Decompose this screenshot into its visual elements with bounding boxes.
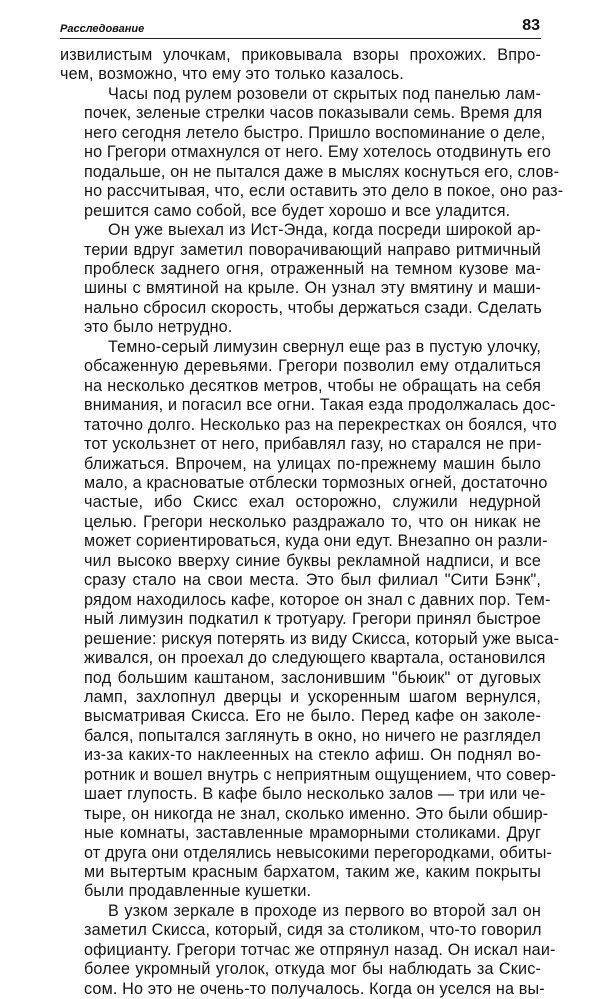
text-line: заметил Скисса, который, сидя за столиком, что-то говорил xyxy=(84,921,542,940)
text-line: ми вытертым красным бархатом, таким же, каким покрыты xyxy=(84,863,541,882)
text-line: решение: рискуя потерять из виду Скисса, который уже выса- xyxy=(84,629,560,648)
text-line: ламп, захлопнул дверцы и ускоренным шагом вернулся, xyxy=(84,687,541,706)
page-number: 83 xyxy=(522,17,540,34)
paragraph xyxy=(60,221,541,338)
text-line: решится само собой, все будет хорошо и все уладится. xyxy=(84,201,511,220)
text-line: Темно-серый лимузин свернул еще раз в пустую улочку, xyxy=(108,337,541,356)
text-line: чем, возможно, что ему это только казалось. xyxy=(60,65,404,84)
text-line: проблеск заднего огня, отраженный на темном кузове ма- xyxy=(84,259,541,278)
text-line: из-за каких-то наклеенных на стекло афиш. Он поднял во- xyxy=(84,746,541,765)
text-line: от друга они отделялись невысокими перегородками, обиты- xyxy=(84,843,553,862)
text-line: Он уже выехал из Ист-Энда, когда посреди широкой ар- xyxy=(108,221,541,240)
text-line: но рассчитывая, что, если оставить это дело в покое, оно раз- xyxy=(84,182,564,201)
text-line: подальше, он не пытался даже в мыслях коснуться его, слов- xyxy=(84,162,560,181)
paragraph xyxy=(60,901,556,999)
text-line: были продавленные кушетки. xyxy=(84,882,312,901)
text-line: ротник и вошел внутрь с неприятным ощущением, что совер- xyxy=(84,765,557,784)
text-line: официанту. Грегори тотчас же отпрянул назад. Он искал наи- xyxy=(84,940,556,959)
text-line: шины с вмятиной на крыле. Он узнал эту вмятину и маши- xyxy=(84,279,541,298)
text-line: извилистым улочкам, приковывала взоры прохожих. Впро- xyxy=(60,46,541,64)
paragraph xyxy=(60,337,560,902)
text-line: внимания, и погасил все огни. Такая езда продолжалась дос- xyxy=(84,396,556,415)
text-line: таточно долго. Несколько раз на перекрестках он боялся, что xyxy=(84,415,557,434)
text-line: сом. Но это не очень-то получалось. Когда он уселся на вы- xyxy=(84,979,545,998)
paragraph xyxy=(60,84,564,221)
text-line: тот ускользнет от него, прибавлял газу, но старался не при- xyxy=(84,435,542,454)
text-line: В узком зеркале в проходе из первого во второй зал он xyxy=(108,901,541,920)
text-line: целью. Грегори несколько раздражало то, что он никак не xyxy=(84,512,541,531)
text-line: это было нетрудно. xyxy=(84,318,233,337)
text-line: ближаться. Впрочем, на улицах по-прежнему машин было xyxy=(84,454,541,473)
text-line: нально сбросил скорость, чтобы держаться сзади. Сделать xyxy=(84,298,543,317)
text-line: Часы под рулем розовели от скрытых под панелью лам- xyxy=(108,84,541,103)
text-line: чил высоко вверху синие буквы рекламной надписи, и все xyxy=(84,551,541,570)
paragraph xyxy=(60,46,541,85)
running-title: Расследование xyxy=(60,23,145,35)
text-line: обсаженную деревьями. Грегори позволил ему отдалиться xyxy=(84,357,541,376)
text-line: шает глупость. В кафе было несколько залов — три или че- xyxy=(84,785,546,804)
body-text xyxy=(60,46,564,999)
text-line: живался, он проехал до следующего квартала, остановился xyxy=(84,649,546,668)
text-line: рядом находилось кафе, которое он знал с давних пор. Тем- xyxy=(84,590,551,609)
text-line: частые, ибо Скисс ехал осторожно, служили недурной xyxy=(84,493,541,512)
text-line: ные комнаты, заставленные мраморными столиками. Друг xyxy=(84,824,541,843)
text-line: почек, зеленые стрелки часов показывали семь. Время для xyxy=(84,104,543,123)
text-line: может сориентироваться, куда они едут. Внезапно он разли- xyxy=(84,532,548,551)
text-line: но Грегори отмахнулся от него. Ему хотелось отодвинуть его xyxy=(84,143,552,162)
text-line: мало, а красноватые отблески тормозных огней, достаточно xyxy=(84,473,548,492)
text-line: более укромный уголок, откуда мог бы наблюдать за Скис- xyxy=(84,960,541,979)
text-line: ный лимузин подкатил к тротуару. Грегори принял быстрое xyxy=(84,610,541,629)
text-line: сразу стало на свои места. Это был филиал "Сити Бэнк", xyxy=(84,571,541,590)
text-line: на несколько десятков метров, чтобы не обращать на себя xyxy=(84,376,541,395)
text-line: высматривая Скисса. Его не было. Перед кафе он заколе- xyxy=(84,707,541,726)
text-line: него сегодня летело быстро. Пришло воспоминание о деле, xyxy=(84,123,546,142)
text-line: бался, попытался заглянуть в окно, но ничего не разглядел xyxy=(84,726,541,745)
text-line: тыре, он никогда не знал, сколько именно. Это были обшир- xyxy=(84,804,549,823)
text-line: терии вдруг заметил поворачивающий направо ритмичный xyxy=(84,240,541,259)
running-header xyxy=(60,17,541,39)
text-line: под большим каштаном, заслонившим "бьюик" от дуговых xyxy=(84,668,541,687)
